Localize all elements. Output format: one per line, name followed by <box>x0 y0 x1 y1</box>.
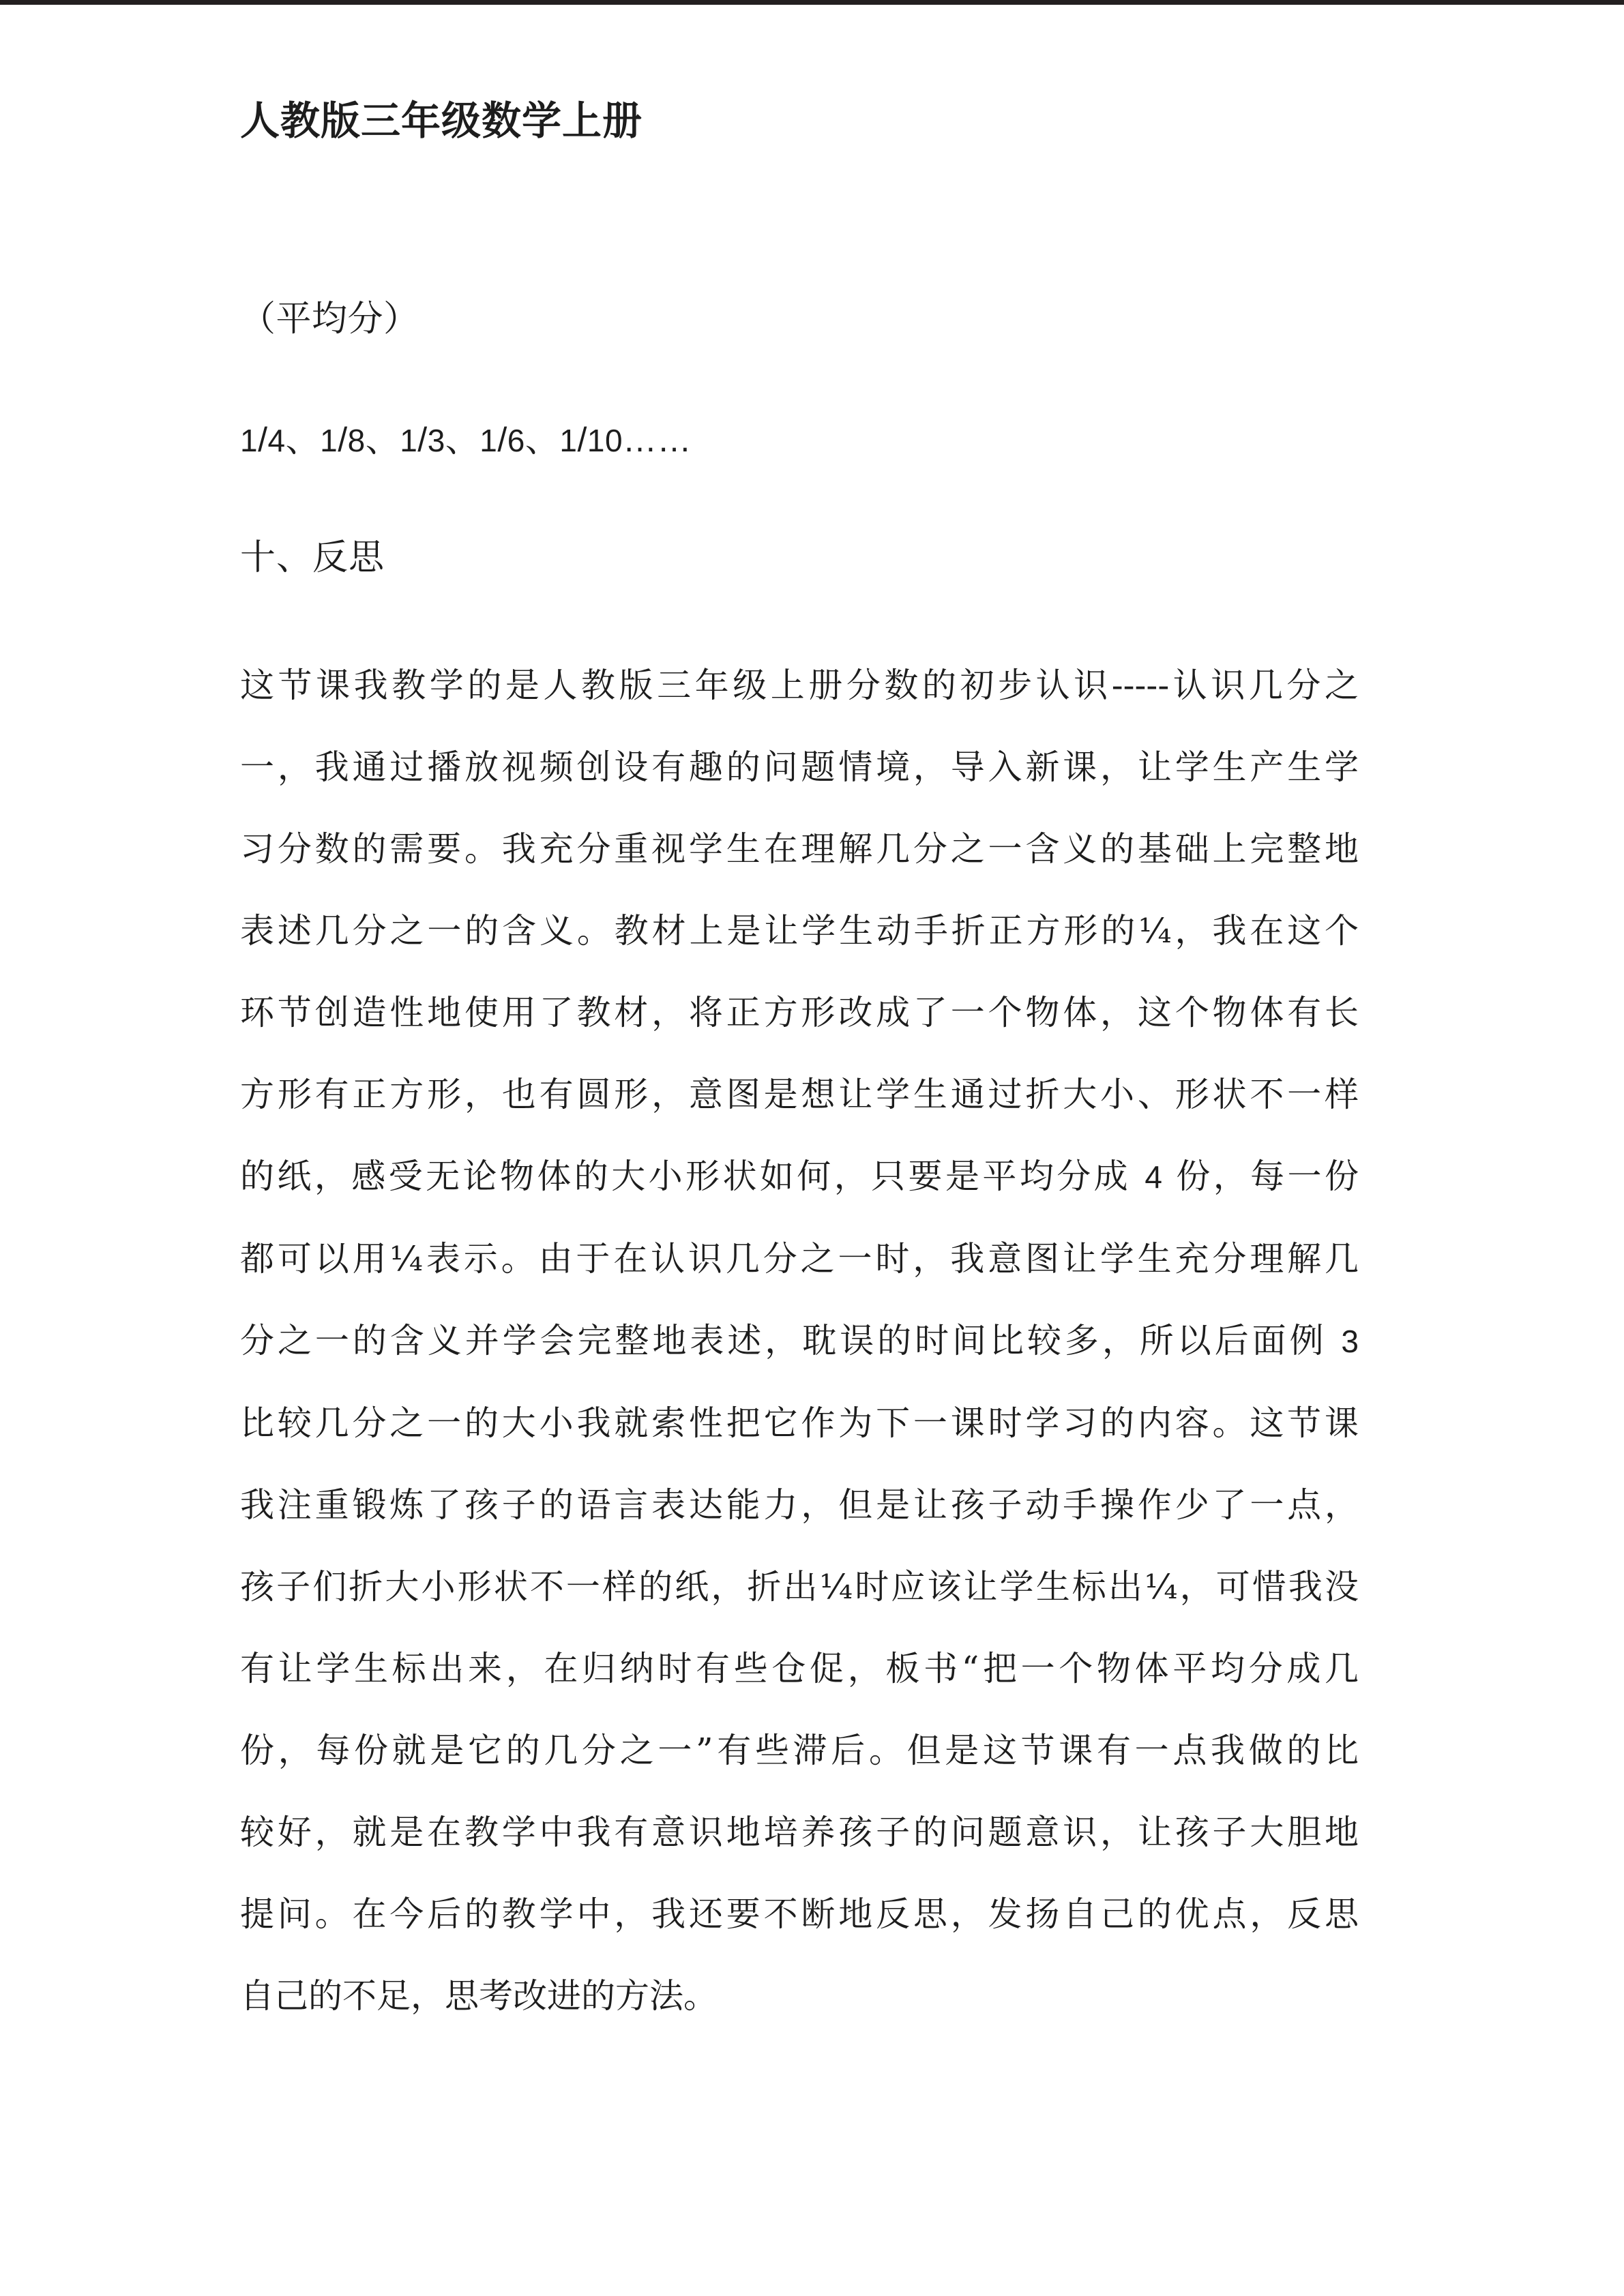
paragraph-line: 我注重锻炼了孩子的语言表达能力，但是让孩子动手操作少了一点， <box>240 1485 1359 1525</box>
paragraph-line: 习分数的需要。我充分重视学生在理解几分之一含义的基础上完整地 <box>240 829 1359 869</box>
page-top-rule <box>0 0 1624 5</box>
paragraph-line: 的纸，感受无论物体的大小形状如何，只要是平均分成 4 份，每一份 <box>240 1157 1359 1196</box>
paragraph-line: 一，我通过播放视频创设有趣的问题情境，导入新课，让学生产生学 <box>240 747 1359 787</box>
paragraph-line: 较好，就是在教学中我有意识地培养孩子的问题意识，让孩子大胆地 <box>240 1813 1359 1852</box>
paragraph-line: 方形有正方形，也有圆形，意图是想让学生通过折大小、形状不一样 <box>240 1075 1359 1114</box>
paragraph-line: 比较几分之一的大小我就索性把它作为下一课时学习的内容。这节课 <box>240 1403 1359 1443</box>
section-heading-reflection: 十、反思 <box>240 537 385 578</box>
paragraph-line: 份，每份就是它的几分之一”有些滞后。但是这节课有一点我做的比 <box>240 1731 1359 1770</box>
paragraph-line: 有让学生标出来，在归纳时有些仓促，板书“把一个物体平均分成几 <box>240 1649 1359 1688</box>
paragraph-line: 都可以用¼表示。由于在认识几分之一时，我意图让学生充分理解几 <box>240 1239 1359 1279</box>
paragraph-line: 环节创造性地使用了教材，将正方形改成了一个物体，这个物体有长 <box>240 993 1359 1032</box>
paragraph-line: 孩子们折大小形状不一样的纸，折出¼时应该让学生标出¼，可惜我没 <box>240 1567 1359 1607</box>
paragraph-line: 分之一的含义并学会完整地表述，耽误的时间比较多，所以后面例 3 <box>240 1321 1359 1360</box>
page-title: 人教版三年级数学上册 <box>240 98 643 144</box>
average-note-text: （平均分） <box>240 299 419 340</box>
paragraph-line: 自己的不足，思考改进的方法。 <box>240 1976 718 2016</box>
paragraph-line: 表述几分之一的含义。教材上是让学生动手折正方形的¼，我在这个 <box>240 911 1359 951</box>
fraction-list-text: 1/4、1/8、1/3、1/6、1/10…… <box>240 421 692 459</box>
paragraph-line: 这节课我教学的是人教版三年级上册分数的初步认识-----认识几分之 <box>240 666 1359 705</box>
reflection-paragraph <box>240 644 1359 2037</box>
paragraph-line: 提问。在今后的教学中，我还要不断地反思，发扬自己的优点，反思 <box>240 1894 1359 1934</box>
